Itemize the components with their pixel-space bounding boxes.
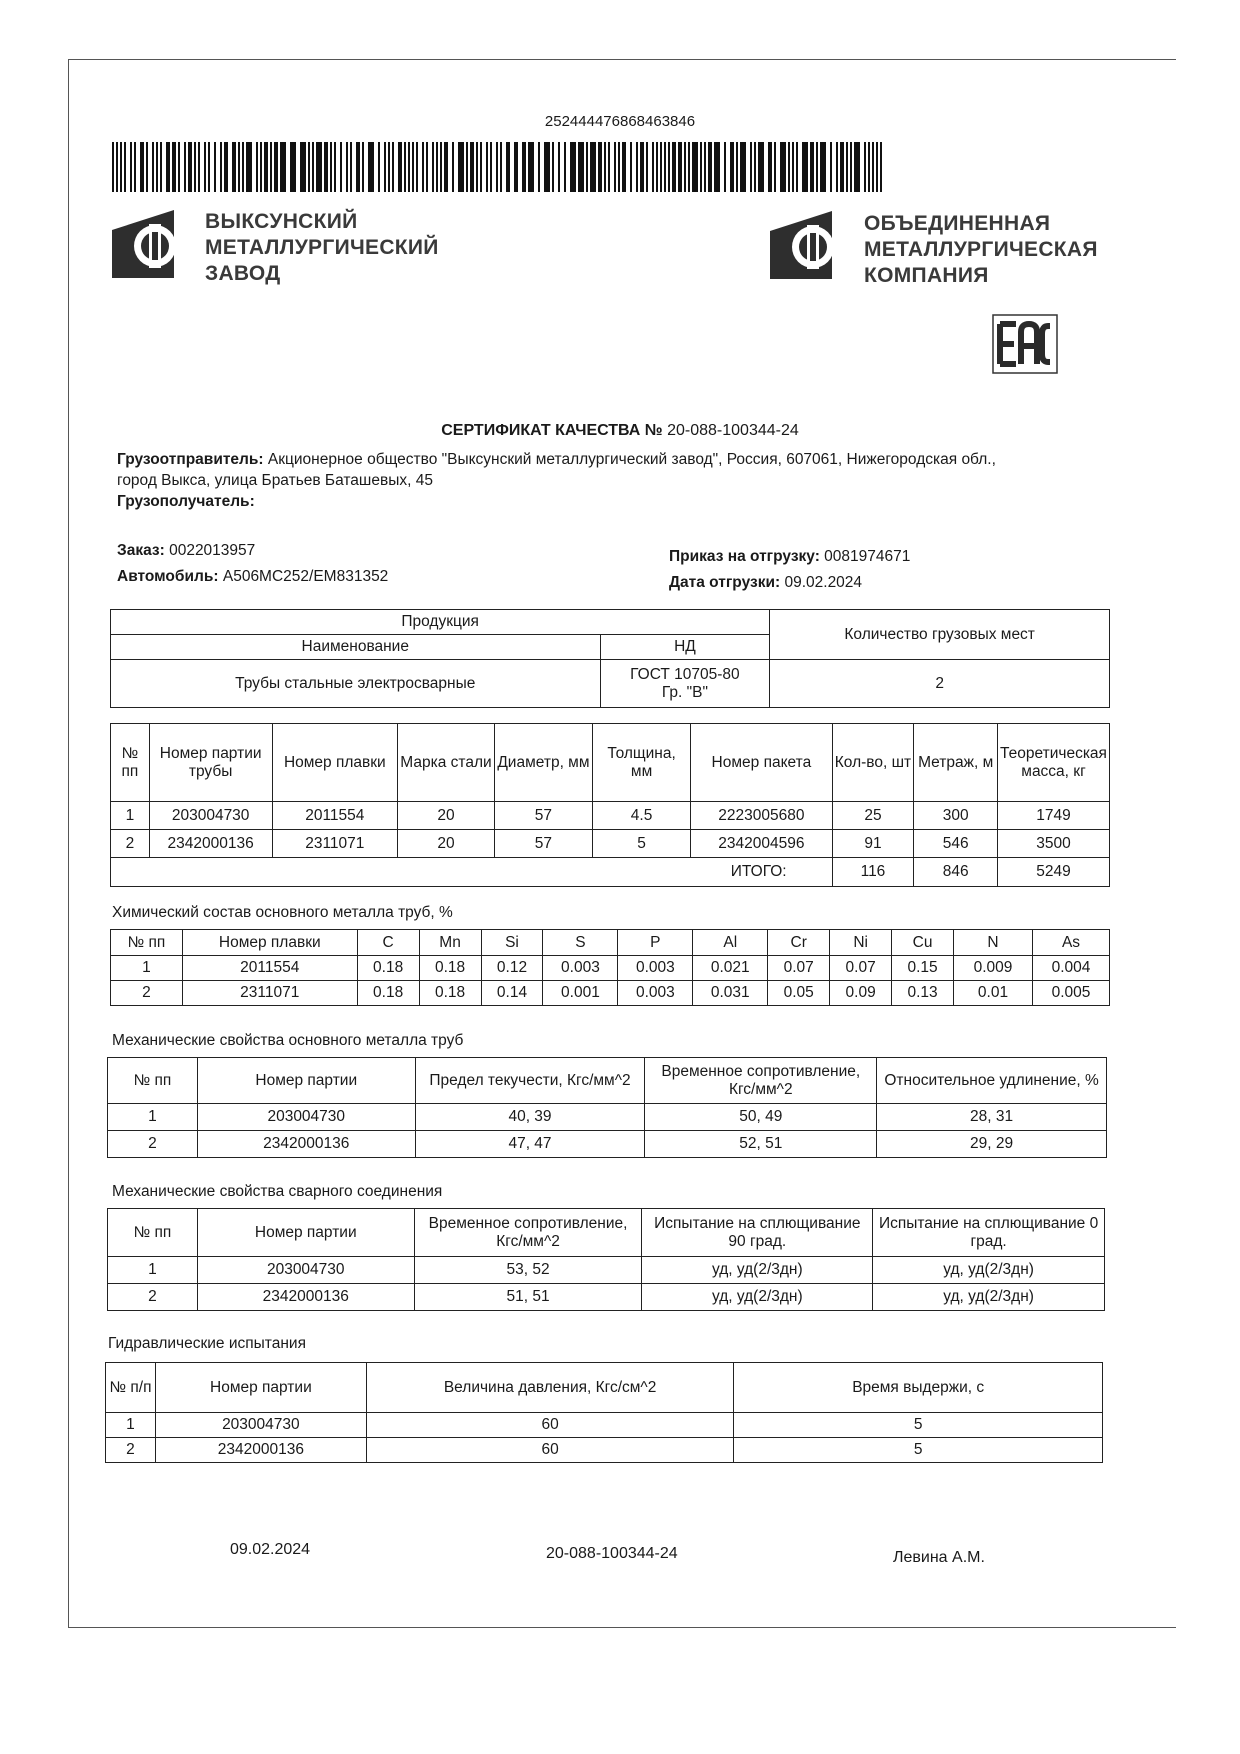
table-cell: 0.004 xyxy=(1032,956,1109,981)
barcode-bar xyxy=(544,142,550,192)
table-cell: 0.003 xyxy=(618,981,693,1006)
barcode-bar xyxy=(604,142,606,192)
barcode-bar xyxy=(564,142,566,192)
batch-table-header: Номер партии трубы xyxy=(149,724,272,802)
table-cell: 28, 31 xyxy=(877,1104,1107,1131)
barcode-bar xyxy=(768,142,772,192)
barcode-bar xyxy=(416,142,418,192)
vmz-logo-icon xyxy=(112,210,196,278)
batch-table-header: Толщина, мм xyxy=(592,724,690,802)
certificate-title: СЕРТИФИКАТ КАЧЕСТВА № 20-088-100344-24 xyxy=(441,422,799,439)
barcode-bar xyxy=(112,142,114,192)
barcode-bar xyxy=(522,142,526,192)
barcode-bar xyxy=(810,142,814,192)
total-qty: 116 xyxy=(832,858,914,887)
barcode-bar xyxy=(780,142,786,192)
mech-table-header: Предел текучести, Кгс/мм^2 xyxy=(415,1058,645,1104)
table-cell: 0.009 xyxy=(954,956,1033,981)
barcode-bar xyxy=(850,142,852,192)
table-cell: 0.18 xyxy=(419,981,481,1006)
barcode-bar xyxy=(816,142,818,192)
product-table xyxy=(110,609,1110,708)
table-cell: 2223005680 xyxy=(691,802,832,830)
barcode-bar xyxy=(308,142,310,192)
barcode-bar xyxy=(246,142,252,192)
barcode-bar xyxy=(820,142,826,192)
chem-table-header: Al xyxy=(693,930,768,956)
barcode-bar xyxy=(476,142,478,192)
barcode-bar xyxy=(116,142,118,192)
table-cell: 2342000136 xyxy=(197,1284,414,1311)
page-border-top xyxy=(68,59,1176,60)
barcode-bar xyxy=(194,142,196,192)
weld-table-header: Номер партии xyxy=(197,1209,414,1257)
total-label: ИТОГО: xyxy=(111,858,833,887)
barcode-bar xyxy=(590,142,596,192)
table-cell: 0.07 xyxy=(830,956,892,981)
table-row xyxy=(108,1257,1105,1284)
table-cell: 0.003 xyxy=(543,956,618,981)
barcode-bar xyxy=(422,142,424,192)
nd-header: НД xyxy=(600,635,770,660)
table-cell: 1 xyxy=(108,1104,198,1131)
barcode-bar xyxy=(166,142,170,192)
chem-table-header: P xyxy=(618,930,693,956)
footer-date: 09.02.2024 xyxy=(230,1541,311,1558)
table-cell: 4.5 xyxy=(592,802,690,830)
table-cell: 57 xyxy=(494,802,592,830)
batch-table-header: Марка стали xyxy=(398,724,495,802)
table-cell: 60 xyxy=(366,1413,734,1438)
table-cell: 0.021 xyxy=(693,956,768,981)
footer-number: 20-088-100344-24 xyxy=(546,1545,678,1562)
barcode-bar xyxy=(506,142,510,192)
barcode-bar xyxy=(714,142,720,192)
barcode-bar xyxy=(724,142,726,192)
barcode-bar xyxy=(356,142,360,192)
table-cell: 0.15 xyxy=(892,956,954,981)
footer-signatory: Левина А.М. xyxy=(893,1549,985,1566)
barcode-bar xyxy=(646,142,648,192)
table-cell: 0.001 xyxy=(543,981,618,1006)
barcode-bar xyxy=(792,142,794,192)
barcode-bar xyxy=(156,142,158,192)
table-cell: 1 xyxy=(108,1257,198,1284)
table-cell: уд, уд(2/3дн) xyxy=(873,1257,1105,1284)
table-cell: 57 xyxy=(494,830,592,858)
barcode-bar xyxy=(256,142,258,192)
barcode-bar xyxy=(774,142,776,192)
barcode-bar xyxy=(334,142,336,192)
barcode-bar xyxy=(362,142,364,192)
barcode-bar xyxy=(622,142,626,192)
order-block: Заказ: 0022013957 Автомобиль: А506МС252/ЕМ831352 xyxy=(117,542,389,585)
barcode-bar xyxy=(436,142,438,192)
table-cell: 5 xyxy=(592,830,690,858)
barcode-bar xyxy=(500,142,502,192)
barcode-bar xyxy=(270,142,272,192)
barcode-bar xyxy=(398,142,402,192)
barcode-bar xyxy=(188,142,192,192)
batch-table-header: Номер плавки xyxy=(272,724,398,802)
table-cell: 52, 51 xyxy=(645,1131,877,1158)
barcode-bar xyxy=(178,142,180,192)
barcode-bar xyxy=(830,142,832,192)
barcode-bar xyxy=(340,142,342,192)
barcode-bar xyxy=(184,142,186,192)
barcode-bar xyxy=(496,142,498,192)
barcode-bar xyxy=(864,142,866,192)
table-cell: 2311071 xyxy=(182,981,357,1006)
barcode xyxy=(112,142,887,192)
table-cell: 1 xyxy=(111,956,183,981)
batch-table-header: Номер пакета xyxy=(691,724,832,802)
table-cell: 5 xyxy=(734,1413,1103,1438)
chem-table-header: Ni xyxy=(830,930,892,956)
chem-table-header: Cu xyxy=(892,930,954,956)
weld-table-header: Испытание на сплющивание 0 град. xyxy=(873,1209,1105,1257)
hydro-title: Гидравлические испытания xyxy=(108,1335,306,1352)
barcode-bar xyxy=(160,142,162,192)
barcode-bar xyxy=(660,142,662,192)
table-cell: 29, 29 xyxy=(877,1131,1107,1158)
table-cell: 2 xyxy=(108,1284,198,1311)
barcode-bar xyxy=(426,142,428,192)
barcode-bar xyxy=(490,142,492,192)
barcode-bar xyxy=(312,142,314,192)
table-row xyxy=(108,1284,1105,1311)
barcode-bar xyxy=(618,142,620,192)
barcode-bar xyxy=(408,142,410,192)
table-cell: 40, 39 xyxy=(415,1104,645,1131)
barcode-bar xyxy=(404,142,406,192)
barcode-bar xyxy=(528,142,534,192)
barcode-bar xyxy=(552,142,554,192)
table-row xyxy=(106,1413,1103,1438)
table-cell: 1 xyxy=(111,802,150,830)
page-border-bottom xyxy=(68,1627,1176,1628)
barcode-bar xyxy=(614,142,616,192)
chem-table-header: Номер плавки xyxy=(182,930,357,956)
table-cell: 0.05 xyxy=(768,981,830,1006)
barcode-bar xyxy=(538,142,540,192)
weld-table-header: Испытание на сплющивание 90 град. xyxy=(642,1209,873,1257)
table-cell: 0.01 xyxy=(954,981,1033,1006)
mech-table-header: Относительное удлинение, % xyxy=(877,1058,1107,1104)
chem-table xyxy=(110,929,1110,1006)
table-cell: 0.12 xyxy=(481,956,543,981)
barcode-bar xyxy=(608,142,610,192)
barcode-bar xyxy=(868,142,870,192)
table-row xyxy=(111,802,1110,830)
barcode-bar xyxy=(704,142,706,192)
table-row xyxy=(111,830,1110,858)
table-cell: 2342004596 xyxy=(691,830,832,858)
barcode-bar xyxy=(238,142,240,192)
barcode-bar xyxy=(730,142,734,192)
table-cell: 53, 52 xyxy=(414,1257,642,1284)
barcode-bar xyxy=(432,142,434,192)
weld-table-header: Временное сопротивление, Кгс/мм^2 xyxy=(414,1209,642,1257)
qty-header: Количество грузовых мест xyxy=(770,610,1110,660)
table-cell: 25 xyxy=(832,802,914,830)
barcode-bar xyxy=(140,142,144,192)
barcode-bar xyxy=(242,142,244,192)
shipment-block: Приказ на отгрузку: 0081974671 Дата отгрузки: 09.02.2024 xyxy=(669,548,911,591)
weld-title: Механические свойства сварного соединения xyxy=(112,1183,443,1200)
barcode-bar xyxy=(466,142,468,192)
barcode-bar xyxy=(678,142,682,192)
barcode-bar xyxy=(796,142,798,192)
hydro-table-header: Величина давления, Кгс/см^2 xyxy=(366,1363,734,1413)
barcode-bar xyxy=(470,142,474,192)
barcode-bar xyxy=(444,142,448,192)
barcode-bar xyxy=(264,142,268,192)
table-cell: 0.005 xyxy=(1032,981,1109,1006)
table-cell: 1 xyxy=(106,1413,156,1438)
table-cell: 203004730 xyxy=(149,802,272,830)
barcode-bar xyxy=(840,142,844,192)
page-border-left xyxy=(68,59,69,1627)
table-cell: 5 xyxy=(734,1438,1103,1463)
table-cell: 2011554 xyxy=(272,802,398,830)
barcode-bar xyxy=(750,142,752,192)
barcode-bar xyxy=(204,142,206,192)
table-cell: 0.07 xyxy=(768,956,830,981)
weld-table-header: № пп xyxy=(108,1209,198,1257)
table-cell: 203004730 xyxy=(155,1413,366,1438)
table-cell: 0.14 xyxy=(481,981,543,1006)
barcode-bar xyxy=(198,142,200,192)
barcode-bar xyxy=(636,142,638,192)
barcode-bar xyxy=(708,142,712,192)
table-cell: 546 xyxy=(914,830,998,858)
batch-table-header: Диаметр, мм xyxy=(494,724,592,802)
barcode-bar xyxy=(324,142,328,192)
table-cell: уд, уд(2/3дн) xyxy=(642,1257,873,1284)
chem-table-header: C xyxy=(357,930,419,956)
barcode-bar xyxy=(598,142,602,192)
table-cell: 203004730 xyxy=(197,1257,414,1284)
chem-table-header: № пп xyxy=(111,930,183,956)
barcode-bar xyxy=(640,142,644,192)
eac-mark-icon xyxy=(992,314,1058,374)
barcode-bar xyxy=(872,142,874,192)
barcode-bar xyxy=(274,142,278,192)
table-cell: 2342000136 xyxy=(197,1131,415,1158)
chem-table-header: Mn xyxy=(419,930,481,956)
chem-table-header: Cr xyxy=(768,930,830,956)
barcode-bar xyxy=(652,142,654,192)
weld-table xyxy=(107,1208,1105,1311)
barcode-bar xyxy=(146,142,148,192)
barcode-bar xyxy=(876,142,878,192)
table-cell: 47, 47 xyxy=(415,1131,645,1158)
batch-table-header: № пп xyxy=(111,724,150,802)
hydro-table xyxy=(105,1362,1103,1463)
barcode-bar xyxy=(220,142,222,192)
barcode-bar xyxy=(480,142,482,192)
barcode-bar xyxy=(280,142,286,192)
barcode-bar xyxy=(570,142,576,192)
batch-table-header: Теоретическая масса, кг xyxy=(998,724,1110,802)
barcode-bar xyxy=(208,142,210,192)
barcode-bar xyxy=(740,142,746,192)
barcode-bar xyxy=(300,142,306,192)
barcode-bar xyxy=(392,142,394,192)
product-name: Трубы стальные электросварные xyxy=(111,660,601,708)
barcode-bar xyxy=(172,142,176,192)
barcode-bar xyxy=(388,142,390,192)
product-qty: 2 xyxy=(770,660,1110,708)
barcode-bar xyxy=(290,142,296,192)
chem-table-header: As xyxy=(1032,930,1109,956)
barcode-bar xyxy=(330,142,332,192)
table-cell: 20 xyxy=(398,802,495,830)
table-cell: 2311071 xyxy=(272,830,398,858)
barcode-bar xyxy=(120,142,122,192)
barcode-bar xyxy=(486,142,488,192)
product-nd: ГОСТ 10705-80 Гр. "В" xyxy=(600,660,770,708)
barcode-bar xyxy=(412,142,414,192)
barcode-bar xyxy=(316,142,322,192)
omk-logo-text: ОБЪЕДИНЕННАЯ МЕТАЛЛУРГИЧЕСКАЯ КОМПАНИЯ xyxy=(864,212,1098,287)
table-cell: 0.09 xyxy=(830,981,892,1006)
barcode-bar xyxy=(368,142,374,192)
table-row xyxy=(106,1438,1103,1463)
barcode-bar xyxy=(346,142,348,192)
chem-title: Химический состав основного металла труб, % xyxy=(112,904,453,921)
batch-table-header: Метраж, м xyxy=(914,724,998,802)
barcode-bar xyxy=(684,142,686,192)
mech-table-header: Временное сопротивление, Кгс/мм^2 xyxy=(645,1058,877,1104)
table-cell: 0.18 xyxy=(419,956,481,981)
table-cell: 2342000136 xyxy=(155,1438,366,1463)
barcode-bar xyxy=(836,142,838,192)
table-cell: 91 xyxy=(832,830,914,858)
barcode-bar xyxy=(846,142,848,192)
barcode-bar xyxy=(152,142,154,192)
table-row xyxy=(108,1104,1107,1131)
barcode-bar xyxy=(758,142,764,192)
total-length: 846 xyxy=(914,858,998,887)
barcode-bar xyxy=(260,142,262,192)
barcode-bar xyxy=(688,142,690,192)
table-cell: 2011554 xyxy=(182,956,357,981)
barcode-bar xyxy=(214,142,216,192)
barcode-bar xyxy=(656,142,658,192)
table-cell: 2 xyxy=(111,830,150,858)
table-row xyxy=(111,981,1110,1006)
barcode-bar xyxy=(736,142,738,192)
table-cell: 2 xyxy=(106,1438,156,1463)
barcode-bar xyxy=(440,142,442,192)
name-header: Наименование xyxy=(111,635,601,660)
hydro-table-header: № п/п xyxy=(106,1363,156,1413)
table-cell: 20 xyxy=(398,830,495,858)
chem-table-header: N xyxy=(954,930,1033,956)
table-cell: 51, 51 xyxy=(414,1284,642,1311)
barcode-bar xyxy=(672,142,676,192)
table-cell: 1749 xyxy=(998,802,1110,830)
batch-table-header: Кол-во, шт xyxy=(832,724,914,802)
barcode-bar xyxy=(880,142,882,192)
table-cell: 60 xyxy=(366,1438,734,1463)
total-mass: 5249 xyxy=(998,858,1110,887)
barcode-number: 252444476868463846 xyxy=(544,113,696,130)
barcode-bar xyxy=(630,142,632,192)
chem-table-header: Si xyxy=(481,930,543,956)
mech-table-header: № пп xyxy=(108,1058,198,1104)
mech-table-header: Номер партии xyxy=(197,1058,415,1104)
barcode-bar xyxy=(692,142,698,192)
table-cell: 3500 xyxy=(998,830,1110,858)
mech-title: Механические свойства основного металла труб xyxy=(112,1032,464,1049)
barcode-bar xyxy=(558,142,560,192)
table-cell: 2 xyxy=(111,981,183,1006)
mech-table xyxy=(107,1057,1107,1158)
barcode-bar xyxy=(350,142,352,192)
table-row xyxy=(108,1131,1107,1158)
barcode-bar xyxy=(754,142,756,192)
omk-logo-icon xyxy=(770,211,854,279)
barcode-bar xyxy=(586,142,588,192)
hydro-table-header: Номер партии xyxy=(155,1363,366,1413)
table-cell: 0.18 xyxy=(357,956,419,981)
table-cell: 203004730 xyxy=(197,1104,415,1131)
barcode-bar xyxy=(802,142,808,192)
table-cell: 0.18 xyxy=(357,981,419,1006)
barcode-bar xyxy=(384,142,386,192)
table-cell: 0.031 xyxy=(693,981,768,1006)
barcode-bar xyxy=(124,142,126,192)
barcode-bar xyxy=(578,142,584,192)
barcode-bar xyxy=(700,142,702,192)
table-cell: 300 xyxy=(914,802,998,830)
table-cell: 0.003 xyxy=(618,956,693,981)
table-cell: 2 xyxy=(108,1131,198,1158)
barcode-bar xyxy=(378,142,380,192)
batch-table xyxy=(110,723,1110,887)
barcode-bar xyxy=(130,142,132,192)
barcode-bar xyxy=(668,142,670,192)
table-cell: уд, уд(2/3дн) xyxy=(873,1284,1105,1311)
barcode-bar xyxy=(788,142,790,192)
barcode-bar xyxy=(458,142,464,192)
vmz-logo-text: ВЫКСУНСКИЙ МЕТАЛЛУРГИЧЕСКИЙ ЗАВОД xyxy=(205,210,439,285)
barcode-bar xyxy=(134,142,136,192)
table-cell: 2342000136 xyxy=(149,830,272,858)
table-cell: уд, уд(2/3дн) xyxy=(642,1284,873,1311)
hydro-table-header: Время выдержи, с xyxy=(734,1363,1103,1413)
table-row xyxy=(111,956,1110,981)
barcode-bar xyxy=(224,142,228,192)
table-cell: 0.13 xyxy=(892,981,954,1006)
barcode-bar xyxy=(452,142,454,192)
table-cell: 50, 49 xyxy=(645,1104,877,1131)
shipper-block: Грузоотправитель: Акционерное общество "Выксунский металлургический завод", Россия, 607061, Нижегородская обл., город Выкса, улица Братьев Баташевых, 45 Грузополучатель: xyxy=(117,451,996,510)
product-header: Продукция xyxy=(111,610,770,635)
barcode-bar xyxy=(514,142,518,192)
barcode-bar xyxy=(232,142,236,192)
chem-table-header: S xyxy=(543,930,618,956)
barcode-bar xyxy=(664,142,666,192)
barcode-bar xyxy=(854,142,860,192)
